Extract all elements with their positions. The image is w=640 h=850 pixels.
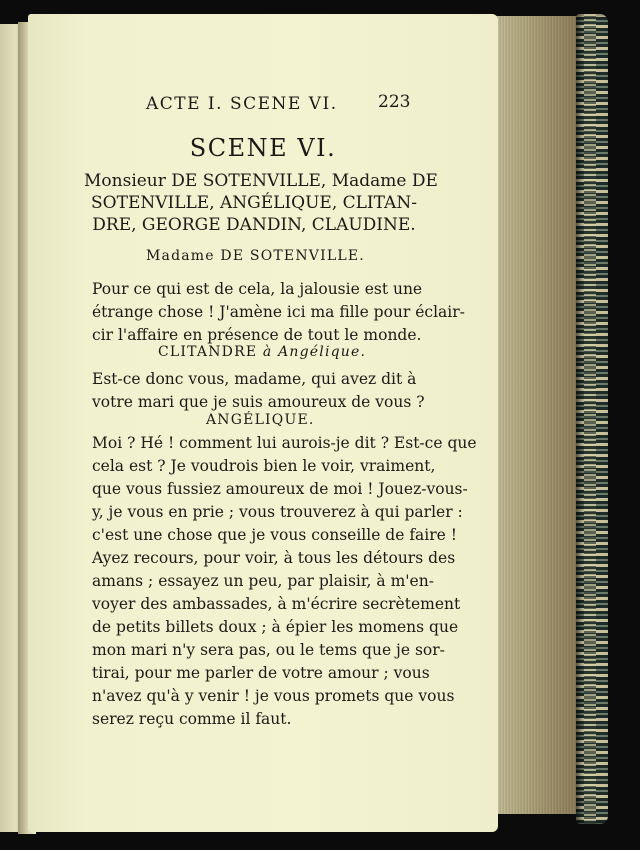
speaker-heading: [206, 412, 315, 428]
speaker-prefix: Madame: [146, 248, 215, 264]
text-line: amans ; essayez un peu, par plaisir, à m'en-: [92, 572, 434, 590]
text-line: tirai, pour me parler de votre amour ; vous: [92, 664, 430, 682]
speaker-name: ANGÉLIQUE.: [206, 412, 315, 428]
stage-direction: à Angélique.: [262, 344, 367, 360]
page-number: 223: [378, 92, 411, 112]
text-line: n'avez qu'à y venir ! je vous promets que vous: [92, 687, 455, 705]
text-line: mon mari n'y sera pas, ou le tems que je sor-: [92, 641, 445, 659]
text-line: cir l'affaire en présence de tout le monde.: [92, 326, 422, 344]
speaker-name: DE SOTENVILLE.: [220, 248, 365, 264]
speaker-name: CLITANDRE: [158, 344, 258, 360]
speaker-heading: [158, 344, 366, 360]
text-line: Est-ce donc vous, madame, qui avez dit à: [92, 370, 417, 388]
scene-title: SCENE VI.: [189, 134, 337, 162]
text-line: voyer des ambassades, à m'écrire secrètement: [92, 595, 461, 613]
text-line: serez reçu comme il faut.: [92, 710, 292, 728]
text-line: Pour ce qui est de cela, la jalousie est une: [92, 280, 423, 298]
text-line: étrange chose ! J'amène ici ma fille pour éclair-: [92, 303, 465, 321]
speech-paragraph: [92, 278, 465, 347]
text-line: y, je vous en prie ; vous trouverez à qui parler :: [92, 503, 463, 521]
text-line: c'est une chose que je vous conseille de faire !: [92, 526, 457, 544]
text-line: Moi ? Hé ! comment lui aurois-je dit ? Est-ce que: [92, 434, 477, 452]
speaker-heading: [146, 248, 365, 264]
book-page: [28, 14, 498, 832]
text-line: de petits billets doux ; à épier les momens que: [92, 618, 459, 636]
character-line: Monsieur DE SOTENVILLE, Madame DE: [84, 171, 438, 191]
running-head: ACTE I. SCENE VI.: [146, 94, 338, 114]
text-line: cela est ? Je voudrois bien le voir, vraiment,: [92, 457, 436, 475]
speech-paragraph: [92, 368, 425, 414]
character-line: SOTENVILLE, ANGÉLIQUE, CLITAN-: [91, 193, 417, 213]
text-line: que vous fussiez amoureux de moi ! Jouez-vous-: [92, 480, 468, 498]
text-line: votre mari que je suis amoureux de vous ?: [92, 393, 425, 411]
text-line: Ayez recours, pour voir, à tous les détours des: [92, 549, 456, 567]
character-list: [84, 170, 438, 236]
cover-edge-pattern: [584, 14, 596, 824]
character-line: DRE, GEORGE DANDIN, CLAUDINE.: [92, 215, 416, 235]
page-edges-shade: [492, 16, 582, 814]
speech-paragraph: [92, 432, 477, 731]
